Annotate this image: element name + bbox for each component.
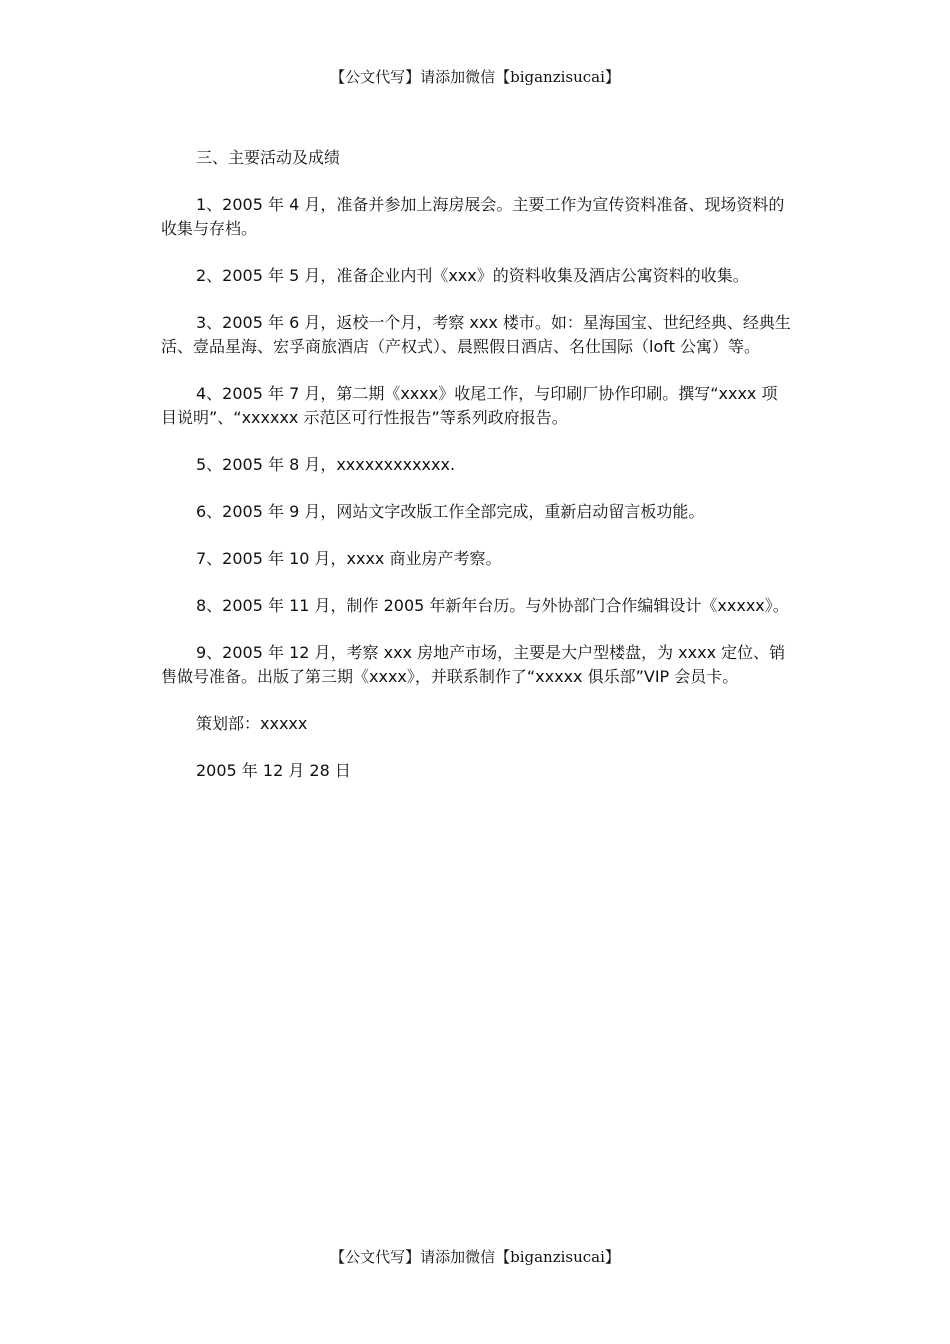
page-footer: 【公文代写】请添加微信【biganzisucai】: [330, 1248, 620, 1266]
section-heading: 三、主要活动及成绩: [196, 148, 341, 167]
activity-item-7: 7、2005 年 10 月，xxxx 商业房产考察。: [196, 549, 502, 568]
activity-item-4: 4、2005 年 7 月，第二期《xxxx》收尾工作，与印刷厂协作印刷。撰写“xxxx 项目说明”、“xxxxxx 示范区可行性报告”等系列政府报告。: [161, 384, 778, 427]
page-header: 【公文代写】请添加微信【biganzisucai】: [330, 68, 620, 86]
activity-item-2: 2、2005 年 5 月，准备企业内刊《xxx》的资料收集及酒店公寓资料的收集。: [196, 266, 749, 285]
document-body: [161, 146, 791, 806]
activity-item-1: 1、2005 年 4 月，准备并参加上海房展会。主要工作为宣传资料准备、现场资料的收集与存档。: [161, 195, 785, 238]
signature-department: 策划部：xxxxx: [196, 714, 308, 733]
activity-item-6: 6、2005 年 9 月，网站文字改版工作全部完成，重新启动留言板功能。: [196, 502, 705, 521]
signature-date: 2005 年 12 月 28 日: [196, 761, 351, 780]
activity-item-3: 3、2005 年 6 月，返校一个月，考察 xxx 楼市。如：星海国宝、世纪经典、经典生活、壹品星海、宏孚商旅酒店（产权式）、晨熙假日酒店、名仕国际（loft 公寓）等。: [161, 313, 791, 356]
activity-item-9: 9、2005 年 12 月，考察 xxx 房地产市场，主要是大户型楼盘，为 xxxx 定位、销售做号准备。出版了第三期《xxxx》，并联系制作了“xxxxx 俱乐部”VIP 会员卡。: [161, 643, 786, 686]
activity-item-8: 8、2005 年 11 月，制作 2005 年新年台历。与外协部门合作编辑设计《xxxxx》。: [196, 596, 789, 615]
activity-item-5: 5、2005 年 8 月，xxxxxxxxxxxx.: [196, 455, 456, 474]
